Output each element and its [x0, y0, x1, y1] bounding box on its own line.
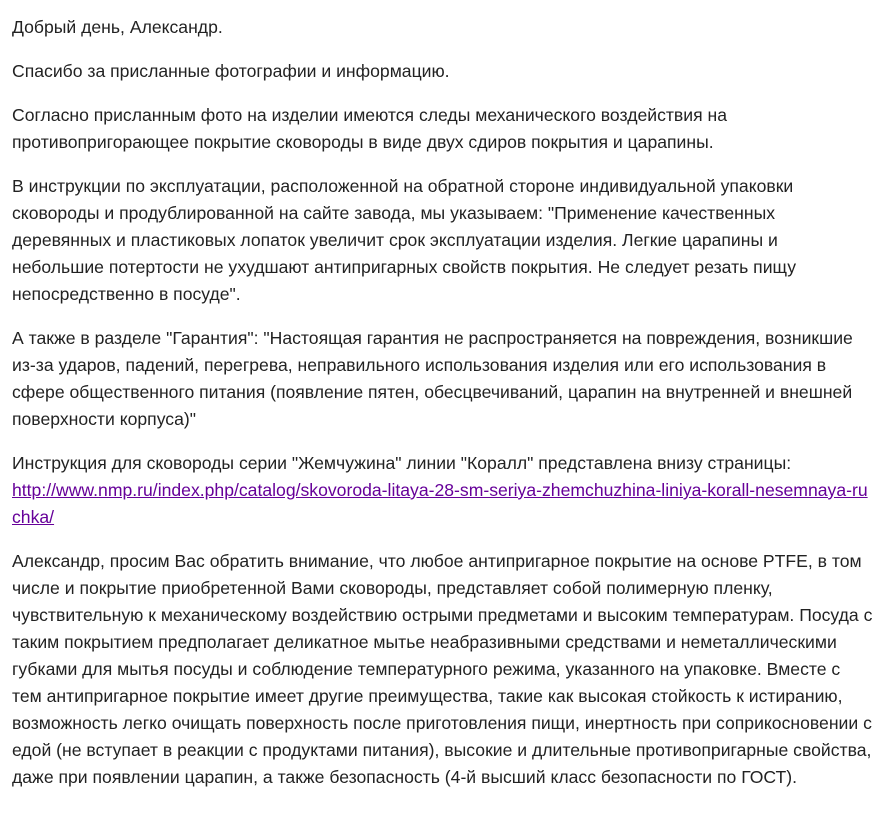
instructions-paragraph: В инструкции по эксплуатации, расположенной на обратной стороне индивидуальной упаковки сковороды и продублированной на сайте завода, мы указываем: "Применение качественных деревянных и пластиковых лопаток увеличит срок эксплуатации изделия. Легкие царапины и небольшие потертости не ухудшают антипригарных свойств покрытия. Не следует резать пищу непосредственно в посуде".	[12, 176, 797, 304]
greeting: Добрый день, Александр.	[12, 17, 223, 37]
link-paragraph	[12, 450, 873, 531]
catalog-link[interactable]: http://www.nmp.ru/index.php/catalog/skovoroda-litaya-28-sm-seriya-zhemchuzhina-liniya-korall-nesemnaya-ruchka/	[12, 480, 868, 527]
warranty-paragraph: А также в разделе "Гарантия": "Настоящая гарантия не распространяется на повреждения, возникшие из-за ударов, падений, перегрева, неправильного использования изделия или его использования в сфере общественного питания (появление пятен, обесцвечиваний, царапин на внутренней и внешней поверхности корпуса)"	[12, 328, 853, 429]
thanks-paragraph: Спасибо за присланные фотографии и информацию.	[12, 61, 450, 81]
damage-paragraph: Согласно присланным фото на изделии имеются следы механического воздействия на противопригорающее покрытие сковороды в виде двух сдиров покрытия и царапины.	[12, 105, 728, 152]
ptfe-paragraph: Александр, просим Вас обратить внимание, что любое антипригарное покрытие на основе PTFE, в том числе и покрытие приобретенной Вами сковороды, представляет собой полимерную пленку, чувствительную к механическому воздействию острыми предметами и высоким температурам. Посуда с таким покрытием предполагает деликатное мытье неабразивными средствами и неметаллическими губками для мытья посуды и соблюдение температурного режима, указанного на упаковке. Вместе с тем антипригарное покрытие имеет другие преимущества, такие как высокая стойкость к истиранию, возможность легко очищать поверхность после приготовления пищи, инертность при соприкосновении с едой (не вступает в реакции с продуктами питания), высокие и длительные противопригарные свойства, даже при появлении царапин, а также безопасность (4-й высший класс безопасности по ГОСТ).	[12, 551, 873, 787]
link-intro-text: Инструкция для сковороды серии "Жемчужина" линии "Коралл" представлена внизу страницы:	[12, 453, 792, 473]
